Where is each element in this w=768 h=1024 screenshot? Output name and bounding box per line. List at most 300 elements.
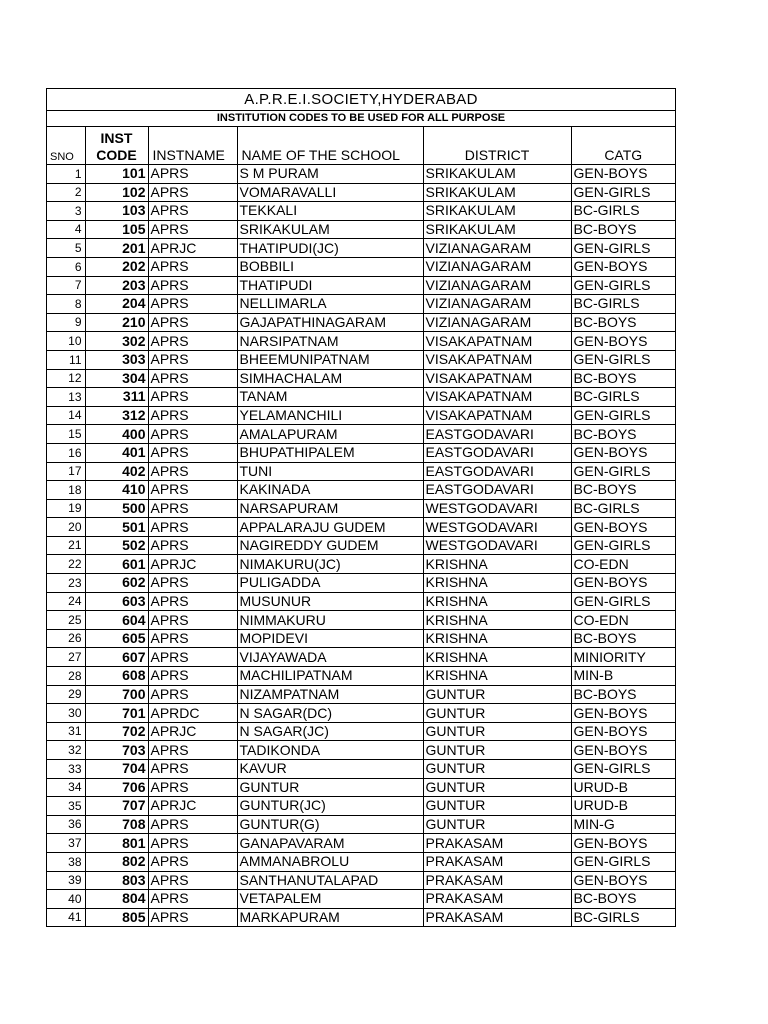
cell-instname: APRS (148, 332, 237, 351)
cell-school-name: THATIPUDI(JC) (237, 239, 423, 258)
cell-catg: GEN-BOYS (571, 257, 675, 276)
cell-catg: GEN-GIRLS (571, 592, 675, 611)
table-row (47, 425, 675, 444)
cell-catg: MIN-B (571, 667, 675, 686)
cell-district: VISAKAPATNAM (423, 332, 571, 351)
cell-inst-code: 103 (85, 202, 148, 221)
table-row (47, 741, 675, 760)
cell-instname: APRDC (148, 704, 237, 723)
cell-inst-code: 701 (85, 704, 148, 723)
cell-catg: BC-BOYS (571, 685, 675, 704)
cell-inst-code: 500 (85, 499, 148, 518)
cell-catg: GEN-GIRLS (571, 406, 675, 425)
column-header-inst-code (85, 127, 148, 165)
cell-inst-code: 304 (85, 369, 148, 388)
cell-district: WESTGODAVARI (423, 536, 571, 555)
cell-instname: APRS (148, 871, 237, 890)
cell-instname: APRS (148, 313, 237, 332)
table-row (47, 276, 675, 295)
cell-school-name: MACHILIPATNAM (237, 667, 423, 686)
cell-district: GUNTUR (423, 722, 571, 741)
table-row (47, 332, 675, 351)
institution-codes-sheet (46, 88, 676, 927)
cell-school-name: GUNTUR(JC) (237, 797, 423, 816)
cell-district: WESTGODAVARI (423, 518, 571, 537)
institution-table (47, 127, 675, 926)
cell-catg: GEN-BOYS (571, 722, 675, 741)
table-row (47, 778, 675, 797)
cell-catg: BC-BOYS (571, 313, 675, 332)
column-header-inst-code-line2: CODE (96, 147, 137, 163)
table-row (47, 555, 675, 574)
cell-catg: BC-BOYS (571, 629, 675, 648)
cell-instname: APRS (148, 778, 237, 797)
cell-catg: BC-BOYS (571, 220, 675, 239)
cell-sno: 15 (47, 425, 85, 444)
cell-school-name: BHEEMUNIPATNAM (237, 350, 423, 369)
cell-sno: 23 (47, 574, 85, 593)
cell-district: PRAKASAM (423, 834, 571, 853)
cell-school-name: NARSIPATNAM (237, 332, 423, 351)
cell-catg: URUD-B (571, 797, 675, 816)
cell-instname: APRS (148, 369, 237, 388)
cell-district: GUNTUR (423, 741, 571, 760)
cell-school-name: NARSAPURAM (237, 499, 423, 518)
cell-inst-code: 502 (85, 536, 148, 555)
table-row (47, 518, 675, 537)
cell-school-name: NIMMAKURU (237, 611, 423, 630)
cell-catg: GEN-BOYS (571, 871, 675, 890)
cell-catg: GEN-GIRLS (571, 536, 675, 555)
cell-school-name: SIMHACHALAM (237, 369, 423, 388)
cell-school-name: GANAPAVARAM (237, 834, 423, 853)
table-row (47, 239, 675, 258)
table-row (47, 481, 675, 500)
table-row (47, 295, 675, 314)
header-row (47, 127, 675, 165)
cell-district: VISAKAPATNAM (423, 350, 571, 369)
cell-district: KRISHNA (423, 667, 571, 686)
cell-inst-code: 702 (85, 722, 148, 741)
cell-school-name: NAGIREDDY GUDEM (237, 536, 423, 555)
cell-district: SRIKAKULAM (423, 183, 571, 202)
cell-school-name: N SAGAR(DC) (237, 704, 423, 723)
cell-catg: GEN-BOYS (571, 165, 675, 184)
cell-sno: 4 (47, 220, 85, 239)
cell-catg: GEN-GIRLS (571, 239, 675, 258)
cell-school-name: YELAMANCHILI (237, 406, 423, 425)
cell-catg: GEN-BOYS (571, 741, 675, 760)
cell-sno: 8 (47, 295, 85, 314)
cell-school-name: APPALARAJU GUDEM (237, 518, 423, 537)
cell-inst-code: 311 (85, 388, 148, 407)
table-row (47, 890, 675, 909)
cell-catg: GEN-BOYS (571, 443, 675, 462)
cell-school-name: MOPIDEVI (237, 629, 423, 648)
cell-district: GUNTUR (423, 797, 571, 816)
cell-sno: 24 (47, 592, 85, 611)
table-row (47, 388, 675, 407)
cell-school-name: MARKAPURAM (237, 908, 423, 926)
column-header-instname: INSTNAME (148, 127, 237, 165)
cell-inst-code: 608 (85, 667, 148, 686)
table-row (47, 165, 675, 184)
cell-catg: BC-GIRLS (571, 499, 675, 518)
cell-sno: 7 (47, 276, 85, 295)
cell-instname: APRJC (148, 239, 237, 258)
cell-inst-code: 604 (85, 611, 148, 630)
cell-sno: 34 (47, 778, 85, 797)
cell-sno: 25 (47, 611, 85, 630)
column-header-catg: CATG (571, 127, 675, 165)
cell-school-name: S M PURAM (237, 165, 423, 184)
cell-sno: 20 (47, 518, 85, 537)
cell-catg: MINIORITY (571, 648, 675, 667)
cell-district: VISAKAPATNAM (423, 406, 571, 425)
cell-sno: 38 (47, 852, 85, 871)
cell-sno: 31 (47, 722, 85, 741)
cell-sno: 30 (47, 704, 85, 723)
table-row (47, 908, 675, 926)
cell-sno: 37 (47, 834, 85, 853)
table-row (47, 852, 675, 871)
table-row (47, 722, 675, 741)
cell-district: KRISHNA (423, 592, 571, 611)
cell-school-name: BOBBILI (237, 257, 423, 276)
cell-district: SRIKAKULAM (423, 165, 571, 184)
cell-catg: GEN-BOYS (571, 518, 675, 537)
cell-district: KRISHNA (423, 648, 571, 667)
cell-catg: BC-BOYS (571, 890, 675, 909)
cell-inst-code: 803 (85, 871, 148, 890)
cell-district: VIZIANAGARAM (423, 295, 571, 314)
cell-catg: GEN-BOYS (571, 332, 675, 351)
table-row (47, 834, 675, 853)
cell-sno: 29 (47, 685, 85, 704)
cell-catg: BC-GIRLS (571, 388, 675, 407)
cell-district: VISAKAPATNAM (423, 388, 571, 407)
cell-inst-code: 302 (85, 332, 148, 351)
cell-inst-code: 801 (85, 834, 148, 853)
table-row (47, 536, 675, 555)
cell-sno: 14 (47, 406, 85, 425)
cell-sno: 35 (47, 797, 85, 816)
cell-inst-code: 102 (85, 183, 148, 202)
cell-sno: 18 (47, 481, 85, 500)
cell-sno: 41 (47, 908, 85, 926)
cell-school-name: VIJAYAWADA (237, 648, 423, 667)
cell-inst-code: 707 (85, 797, 148, 816)
cell-district: PRAKASAM (423, 871, 571, 890)
cell-instname: APRS (148, 499, 237, 518)
cell-school-name: GUNTUR(G) (237, 815, 423, 834)
cell-school-name: AMALAPURAM (237, 425, 423, 444)
cell-sno: 19 (47, 499, 85, 518)
cell-school-name: TANAM (237, 388, 423, 407)
cell-district: GUNTUR (423, 815, 571, 834)
cell-district: SRIKAKULAM (423, 220, 571, 239)
cell-catg: BC-BOYS (571, 425, 675, 444)
cell-school-name: MUSUNUR (237, 592, 423, 611)
cell-inst-code: 804 (85, 890, 148, 909)
cell-inst-code: 602 (85, 574, 148, 593)
table-row (47, 667, 675, 686)
cell-instname: APRS (148, 536, 237, 555)
cell-catg: MIN-G (571, 815, 675, 834)
table-row (47, 592, 675, 611)
cell-sno: 11 (47, 350, 85, 369)
cell-district: KRISHNA (423, 629, 571, 648)
cell-sno: 39 (47, 871, 85, 890)
table-row (47, 685, 675, 704)
cell-school-name: SANTHANUTALAPAD (237, 871, 423, 890)
cell-instname: APRS (148, 202, 237, 221)
cell-instname: APRS (148, 667, 237, 686)
cell-instname: APRS (148, 350, 237, 369)
cell-catg: GEN-BOYS (571, 834, 675, 853)
cell-instname: APRS (148, 388, 237, 407)
cell-district: VIZIANAGARAM (423, 239, 571, 258)
cell-instname: APRS (148, 518, 237, 537)
column-header-sno: SNO (47, 127, 85, 165)
cell-school-name: TADIKONDA (237, 741, 423, 760)
cell-sno: 21 (47, 536, 85, 555)
cell-inst-code: 204 (85, 295, 148, 314)
cell-inst-code: 501 (85, 518, 148, 537)
table-row (47, 257, 675, 276)
cell-catg: URUD-B (571, 778, 675, 797)
cell-school-name: BHUPATHIPALEM (237, 443, 423, 462)
table-row (47, 797, 675, 816)
cell-instname: APRS (148, 295, 237, 314)
cell-school-name: GAJAPATHINAGARAM (237, 313, 423, 332)
cell-sno: 5 (47, 239, 85, 258)
cell-district: KRISHNA (423, 555, 571, 574)
cell-instname: APRS (148, 574, 237, 593)
cell-catg: GEN-GIRLS (571, 462, 675, 481)
cell-instname: APRS (148, 611, 237, 630)
cell-inst-code: 401 (85, 443, 148, 462)
cell-school-name: PULIGADDA (237, 574, 423, 593)
cell-catg: GEN-GIRLS (571, 183, 675, 202)
cell-sno: 26 (47, 629, 85, 648)
table-row (47, 815, 675, 834)
cell-school-name: N SAGAR(JC) (237, 722, 423, 741)
cell-inst-code: 202 (85, 257, 148, 276)
cell-catg: BC-BOYS (571, 481, 675, 500)
table-row (47, 611, 675, 630)
column-header-district: DISTRICT (423, 127, 571, 165)
table-row (47, 350, 675, 369)
cell-district: GUNTUR (423, 685, 571, 704)
table-row (47, 406, 675, 425)
cell-school-name: VOMARAVALLI (237, 183, 423, 202)
cell-catg: GEN-GIRLS (571, 852, 675, 871)
cell-inst-code: 603 (85, 592, 148, 611)
cell-sno: 6 (47, 257, 85, 276)
cell-school-name: TUNI (237, 462, 423, 481)
cell-inst-code: 805 (85, 908, 148, 926)
cell-district: VIZIANAGARAM (423, 313, 571, 332)
cell-instname: APRS (148, 648, 237, 667)
cell-instname: APRS (148, 741, 237, 760)
cell-sno: 16 (47, 443, 85, 462)
cell-instname: APRS (148, 183, 237, 202)
cell-district: GUNTUR (423, 704, 571, 723)
cell-instname: APRS (148, 908, 237, 926)
cell-instname: APRS (148, 685, 237, 704)
cell-instname: APRS (148, 481, 237, 500)
cell-instname: APRS (148, 406, 237, 425)
table-row (47, 183, 675, 202)
cell-instname: APRJC (148, 797, 237, 816)
cell-instname: APRS (148, 220, 237, 239)
cell-sno: 27 (47, 648, 85, 667)
table-row (47, 760, 675, 779)
cell-district: PRAKASAM (423, 908, 571, 926)
cell-school-name: AMMANABROLU (237, 852, 423, 871)
cell-school-name: NIZAMPATNAM (237, 685, 423, 704)
cell-inst-code: 210 (85, 313, 148, 332)
cell-catg: CO-EDN (571, 555, 675, 574)
cell-district: KRISHNA (423, 611, 571, 630)
cell-district: EASTGODAVARI (423, 443, 571, 462)
cell-sno: 22 (47, 555, 85, 574)
cell-inst-code: 706 (85, 778, 148, 797)
cell-catg: BC-GIRLS (571, 295, 675, 314)
cell-sno: 12 (47, 369, 85, 388)
cell-district: SRIKAKULAM (423, 202, 571, 221)
cell-school-name: NELLIMARLA (237, 295, 423, 314)
table-row (47, 629, 675, 648)
cell-instname: APRS (148, 257, 237, 276)
cell-sno: 40 (47, 890, 85, 909)
cell-inst-code: 400 (85, 425, 148, 444)
cell-school-name: TEKKALI (237, 202, 423, 221)
cell-sno: 9 (47, 313, 85, 332)
cell-sno: 33 (47, 760, 85, 779)
cell-instname: APRS (148, 760, 237, 779)
cell-school-name: KAVUR (237, 760, 423, 779)
cell-catg: CO-EDN (571, 611, 675, 630)
cell-sno: 28 (47, 667, 85, 686)
cell-inst-code: 802 (85, 852, 148, 871)
cell-catg: GEN-GIRLS (571, 760, 675, 779)
table-row (47, 443, 675, 462)
cell-instname: APRS (148, 276, 237, 295)
cell-instname: APRS (148, 815, 237, 834)
cell-instname: APRS (148, 852, 237, 871)
cell-sno: 2 (47, 183, 85, 202)
cell-inst-code: 410 (85, 481, 148, 500)
cell-sno: 36 (47, 815, 85, 834)
cell-sno: 17 (47, 462, 85, 481)
cell-instname: APRS (148, 462, 237, 481)
cell-sno: 10 (47, 332, 85, 351)
sheet-title: A.P.R.E.I.SOCIETY,HYDERABAD (47, 89, 675, 111)
cell-instname: APRS (148, 834, 237, 853)
cell-district: EASTGODAVARI (423, 481, 571, 500)
cell-school-name: GUNTUR (237, 778, 423, 797)
cell-inst-code: 312 (85, 406, 148, 425)
cell-district: PRAKASAM (423, 852, 571, 871)
cell-district: KRISHNA (423, 574, 571, 593)
cell-inst-code: 303 (85, 350, 148, 369)
table-row (47, 202, 675, 221)
cell-catg: BC-GIRLS (573, 909, 640, 926)
table-row (47, 220, 675, 239)
cell-inst-code: 203 (85, 276, 148, 295)
cell-instname: APRJC (148, 722, 237, 741)
cell-catg: GEN-BOYS (571, 704, 675, 723)
cell-inst-code: 708 (85, 815, 148, 834)
cell-sno: 3 (47, 202, 85, 221)
cell-inst-code: 607 (85, 648, 148, 667)
cell-sno: 32 (47, 741, 85, 760)
cell-instname: APRS (148, 629, 237, 648)
table-row (47, 704, 675, 723)
cell-inst-code: 703 (85, 741, 148, 760)
cell-instname: APRS (148, 425, 237, 444)
table-row (47, 369, 675, 388)
cell-district: GUNTUR (423, 778, 571, 797)
cell-inst-code: 402 (85, 462, 148, 481)
cell-instname: APRS (148, 165, 237, 184)
cell-district: GUNTUR (423, 760, 571, 779)
cell-sno: 13 (47, 388, 85, 407)
cell-instname: APRJC (148, 555, 237, 574)
column-header-inst-code-line1: INST (100, 130, 133, 146)
cell-catg: BC-BOYS (571, 369, 675, 388)
sheet-subtitle: INSTITUTION CODES TO BE USED FOR ALL PURPOSE (47, 111, 675, 127)
cell-district: EASTGODAVARI (423, 425, 571, 444)
cell-school-name: THATIPUDI (237, 276, 423, 295)
cell-district: VIZIANAGARAM (423, 257, 571, 276)
cell-district: VISAKAPATNAM (423, 369, 571, 388)
cell-district: EASTGODAVARI (423, 462, 571, 481)
cell-inst-code: 601 (85, 555, 148, 574)
table-row (47, 574, 675, 593)
cell-instname: APRS (148, 443, 237, 462)
cell-instname: APRS (148, 592, 237, 611)
cell-district: PRAKASAM (423, 890, 571, 909)
cell-district: WESTGODAVARI (423, 499, 571, 518)
cell-sno: 1 (47, 165, 85, 184)
table-row (47, 871, 675, 890)
cell-catg: GEN-GIRLS (571, 276, 675, 295)
column-header-school: NAME OF THE SCHOOL (237, 127, 423, 165)
table-row (47, 313, 675, 332)
cell-school-name: VETAPALEM (237, 890, 423, 909)
cell-inst-code: 704 (85, 760, 148, 779)
cell-inst-code: 700 (85, 685, 148, 704)
table-row (47, 648, 675, 667)
cell-school-name: NIMAKURU(JC) (237, 555, 423, 574)
cell-school-name: KAKINADA (237, 481, 423, 500)
cell-inst-code: 201 (85, 239, 148, 258)
cell-district: VIZIANAGARAM (423, 276, 571, 295)
cell-inst-code: 101 (85, 165, 148, 184)
cell-catg: GEN-GIRLS (571, 350, 675, 369)
cell-catg: GEN-BOYS (571, 574, 675, 593)
cell-instname: APRS (148, 890, 237, 909)
cell-inst-code: 105 (85, 220, 148, 239)
table-row (47, 499, 675, 518)
table-row (47, 462, 675, 481)
cell-inst-code: 605 (85, 629, 148, 648)
cell-catg: BC-GIRLS (571, 202, 675, 221)
cell-school-name: SRIKAKULAM (237, 220, 423, 239)
